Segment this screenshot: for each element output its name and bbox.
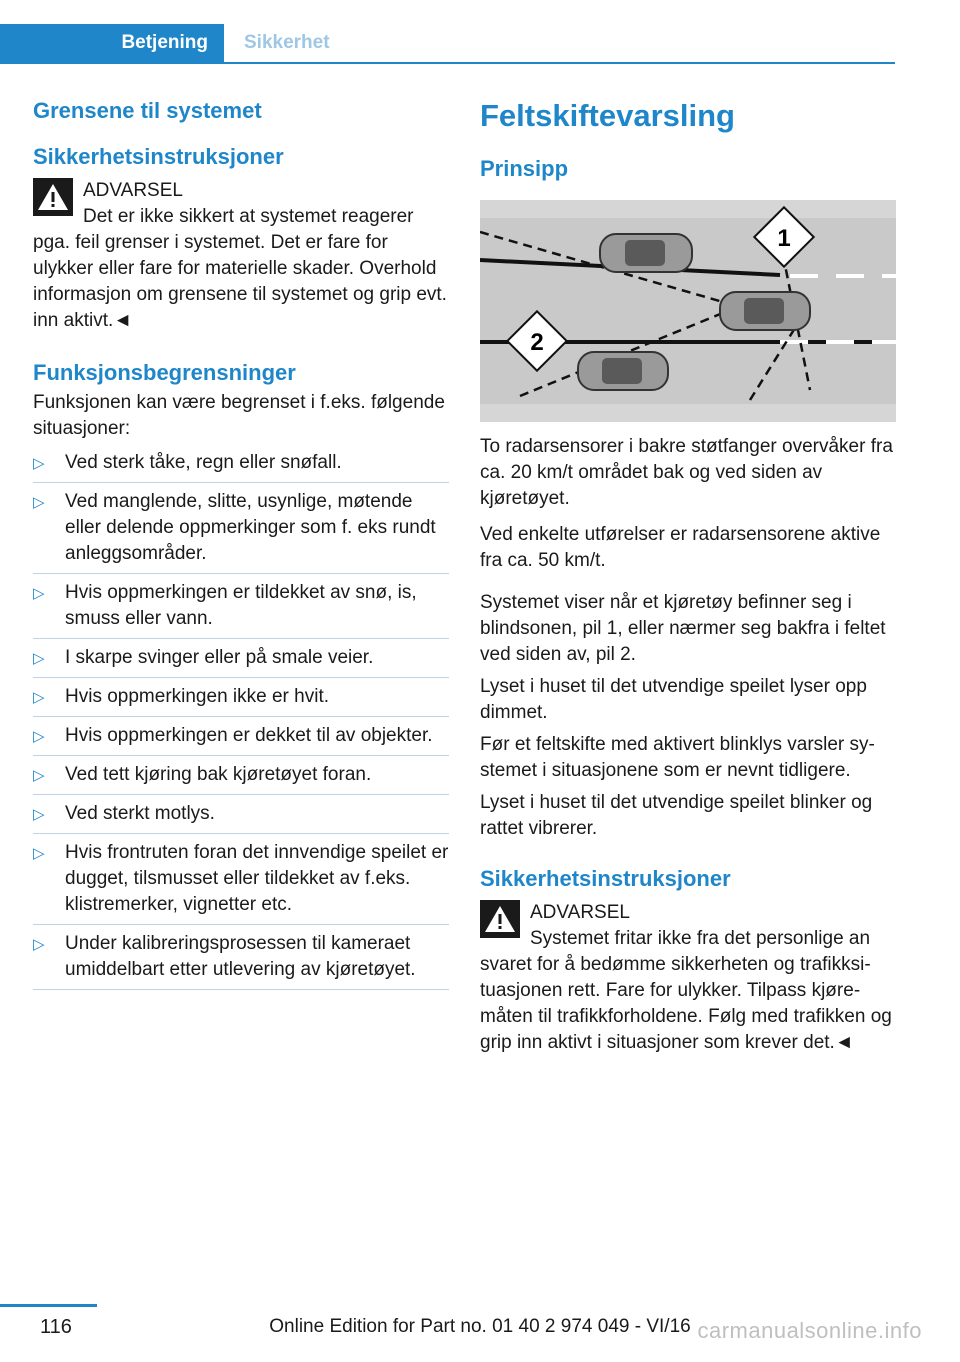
bullet-arrow-icon: ▷ [33, 455, 45, 472]
bullet-arrow-icon: ▷ [33, 936, 45, 953]
warning-block-right [480, 900, 896, 1056]
list-item-text: Ved sterkt motlys. [65, 803, 215, 824]
footer-accent-line [0, 1304, 97, 1307]
tab-sikkerhet[interactable]: Sikkerhet [244, 32, 330, 53]
bullet-arrow-icon: ▷ [33, 728, 45, 745]
list-item [33, 723, 449, 756]
section-heading-safety-right: Sikkerhetsinstruksjoner [480, 866, 731, 891]
list-item-text: Hvis frontruten foran det innvendige speilet er dugget, tilsmusset eller tildekket av f.eks. klistremerker, vignetter etc. [65, 842, 449, 915]
lane-change-illustration [480, 200, 896, 422]
warning-title-right: ADVARSEL [530, 902, 630, 923]
paragraph-1: To radarsensorer i bakre støtfanger overvåker fra ca. 20 km/t området bak og ved siden av kjøretøyet. [480, 436, 893, 509]
list-item-text: Ved sterk tåke, regn eller snøfall. [65, 452, 342, 473]
bullet-arrow-icon: ▷ [33, 767, 45, 784]
section-heading-function-limits: Funksjonsbegrensninger [33, 360, 296, 385]
arrow-2-label: 2 [530, 329, 544, 356]
bullet-arrow-icon: ▷ [33, 585, 45, 602]
list-item [33, 645, 449, 678]
tab-betjening[interactable]: Betjening [0, 24, 224, 62]
bullet-arrow-icon: ▷ [33, 845, 45, 862]
edition-text: Online Edition for Part no. 01 40 2 974 049 - VI/16 [269, 1316, 691, 1337]
paragraph-3: Systemet viser når et kjøretøy befinner seg i blindsonen, pil 1, eller nærmer seg bakfra i feltet ved siden av, pil 2. [480, 592, 886, 665]
warning-title: ADVARSEL [83, 180, 183, 201]
warning-text-first-line-right: Systemet fritar ikke fra det personlige an [530, 928, 871, 949]
paragraph-5: Før et feltskifte med aktivert blinklys varsler systemet i situasjonene som er nevnt tidligere. [480, 734, 875, 781]
list-item-text: Hvis oppmerkingen er tildekket av snø, is, smuss eller vann. [65, 582, 417, 629]
subsection-heading-principle: Prinsipp [480, 156, 569, 181]
warning-text-first-line: Det er ikke sikkert at systemet reagerer [83, 206, 414, 227]
arrow-1-label: 1 [777, 225, 791, 252]
paragraph-6: Lyset i huset til det utvendige speilet blinker og rattet vibrerer. [480, 792, 873, 839]
right-column [480, 98, 896, 1056]
list-item-text: Ved tett kjøring bak kjøretøyet foran. [65, 764, 372, 785]
list-item-text: Hvis oppmerkingen ikke er hvit. [65, 686, 329, 707]
list-item [33, 840, 449, 925]
warning-text: pga. feil grenser i systemet. Det er fare for ulykker eller fare for materielle skader. Overhold informasjon om grensene til systemet og grip evt. inn aktivt.◄ [33, 232, 447, 331]
page-number: 116 [40, 1316, 72, 1338]
car-middle [720, 292, 810, 330]
list-item-text: Hvis oppmerkingen er dekket til av objekter. [65, 725, 433, 746]
car-top [600, 234, 692, 272]
list-item [33, 684, 449, 717]
limitations-list [33, 450, 449, 990]
bullet-arrow-icon: ▷ [33, 494, 45, 511]
intro-text: Funksjonen kan være begrenset i f.eks. følgende situasjoner: [33, 392, 445, 439]
paragraph-2: Ved enkelte utførelser er radarsensorene aktive fra ca. 50 km/t. [480, 524, 881, 571]
lane-change-diagram [480, 200, 896, 422]
bullet-arrow-icon: ▷ [33, 689, 45, 706]
list-item-text: Under kalibreringsprosessen til kameraet umiddelbart etter utlevering av kjøretøyet. [65, 933, 416, 980]
paragraph-4: Lyset i huset til det utvendige speilet lyser opp dimmet. [480, 676, 867, 723]
left-column [33, 98, 449, 996]
section-heading-limits: Grensene til systemet [33, 98, 262, 123]
list-item [33, 762, 449, 795]
warning-triangle-icon [480, 900, 520, 938]
warning-triangle-icon [33, 178, 73, 216]
list-item [33, 801, 449, 834]
list-item [33, 450, 449, 483]
list-item [33, 580, 449, 639]
car-bottom [578, 352, 668, 390]
section-heading-safety: Sikkerhetsinstruksjoner [33, 144, 284, 169]
bullet-arrow-icon: ▷ [33, 650, 45, 667]
list-item [33, 489, 449, 574]
page-title: Feltskiftevarsling [480, 98, 735, 133]
chapter-tab-bar [0, 24, 895, 64]
bullet-arrow-icon: ▷ [33, 806, 45, 823]
list-item-text: I skarpe svinger eller på smale veier. [65, 647, 374, 668]
warning-block [33, 178, 449, 334]
warning-text-right: svaret for å bedømme sikkerheten og trafikksituasjonen rett. Fare for ulykker. Tilpass kjøremåten til trafikkforholdene. Følg med trafikken og grip inn aktivt i situasjoner som krever det.◄ [480, 954, 892, 1053]
list-item [33, 931, 449, 990]
list-item-text: Ved manglende, slitte, usynlige, møtende eller delende oppmerkinger som f. eks rundt anleggsområder. [65, 491, 436, 564]
watermark: carmanualsonline.info [697, 1318, 922, 1343]
